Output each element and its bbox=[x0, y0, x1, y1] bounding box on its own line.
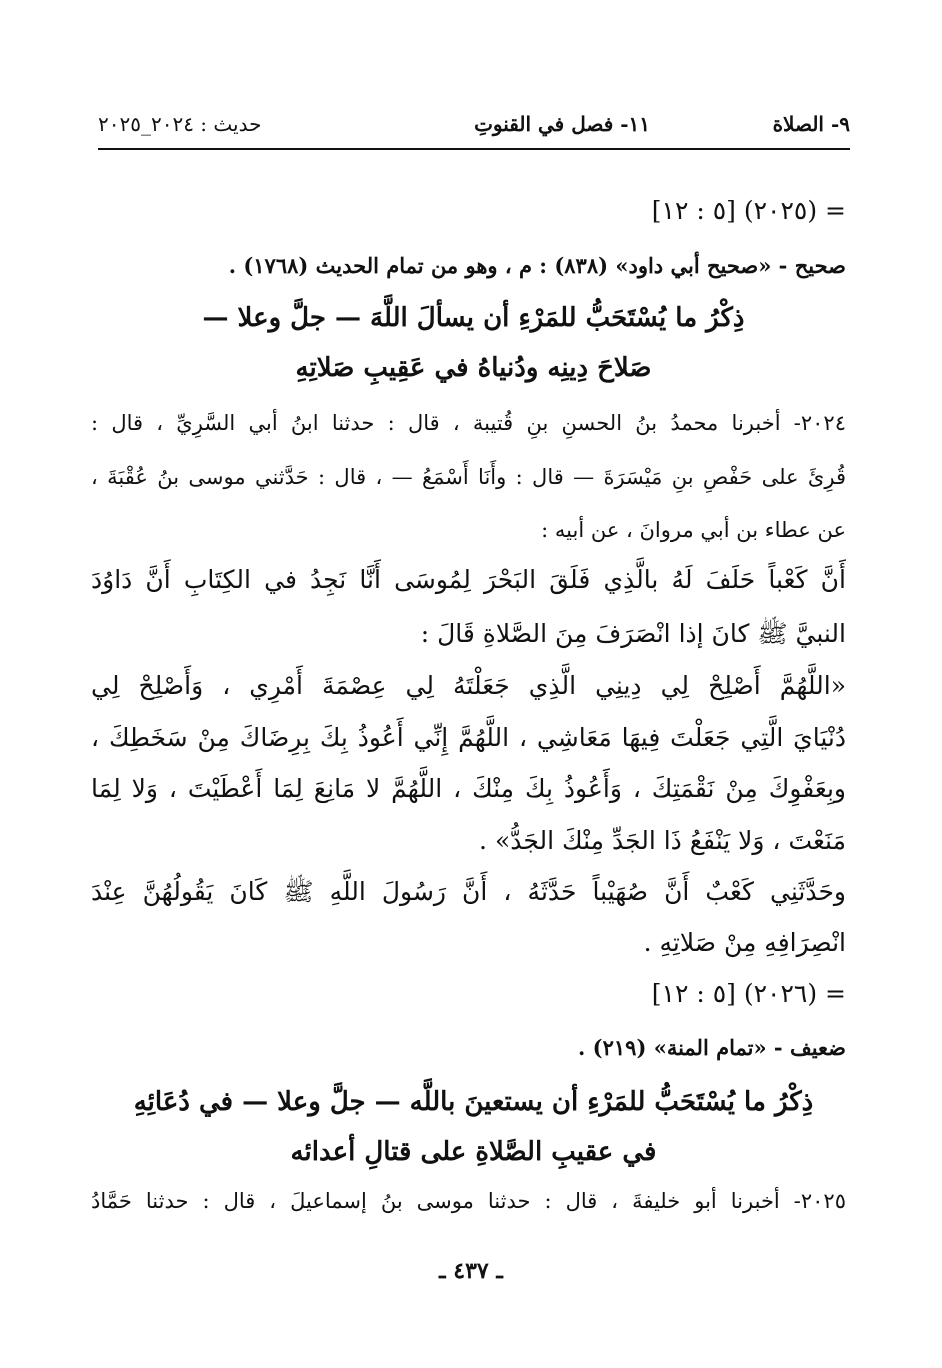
page-number: ـ ٤٣٧ ـ bbox=[439, 1258, 503, 1284]
header-section: ١١- فصل في القنوتِ bbox=[474, 112, 650, 136]
header-divider bbox=[98, 148, 850, 150]
text-line: مَنَعْتَ ، وَلا يَنْفَعُ ذَا الجَدِّ مِنْكَ الجَدُّ» . bbox=[479, 826, 846, 855]
header-chapter: ٩- الصلاة bbox=[772, 112, 850, 136]
text-line: وحَدَّثَنِي كَعْبٌ أَنَّ صُهَيْباً حَدَّثَهُ ، أَنَّ رَسُولَ اللَّهِ ﷺ كَانَ يَقُولُهُنَّ عِنْدَ bbox=[91, 877, 846, 906]
text-line: النبيَّ ﷺ كانَ إذا انْصَرَفَ مِنَ الصَّلاةِ قَالَ : bbox=[420, 619, 846, 648]
chapter-heading: في عقيبِ الصَّلاةِ على قتالِ أعدائه bbox=[290, 1137, 657, 1167]
chapter-heading: ذِكْرُ ما يُسْتَحَبُّ للمَرْءِ أن يستعينَ باللَّه — جلَّ وعلا — في دُعَائِهِ bbox=[133, 1087, 814, 1117]
text-line: ٢٠٢٥- أخبرنا أبو خليفةَ ، قال : حدثنا موسى بنُ إسماعيلَ ، قال : حدثنا حَمَّادُ bbox=[91, 1189, 846, 1213]
grading-line: ضعيف - «تمام المنة» (٢١٩) . bbox=[578, 1035, 846, 1060]
reference-line: = (٢٠٢٥) [٥ : ١٢] bbox=[651, 196, 846, 225]
text-line: قُرِئَ على حَفْصِ بنِ مَيْسَرَةَ — قال : وأَنَا أَسْمَعُ — ، قال : حَدَّثني موسى بنُ عُقْبَةَ ، bbox=[91, 465, 846, 489]
text-line: انْصِرَافِهِ مِنْ صَلاتِهِ . bbox=[643, 928, 846, 957]
reference-line: = (٢٠٢٦) [٥ : ١٢] bbox=[651, 979, 846, 1008]
text-line: دُنْيَايَ الَّتِي جَعَلْتَ فِيهَا مَعَاشِي ، اللَّهُمَّ إِنِّي أَعُوذُ بِكَ بِرِضَاكَ مِنْ سَخَطِكَ ، bbox=[91, 723, 846, 752]
grading-line: صحيح - «صحيح أبي داود» (٨٣٨) : م ، وهو من تمام الحديث (١٧٦٨) . bbox=[228, 253, 846, 278]
running-header bbox=[98, 112, 850, 142]
text-line: ٢٠٢٤- أخبرنا محمدُ بنُ الحسنِ بنِ قُتيبة ، قال : حدثنا ابنُ أبي السَّرِيِّ ، قال : bbox=[91, 411, 846, 435]
text-line: «اللَّهُمَّ أَصْلِحْ لِي دِينِي الَّذِي جَعَلْتَهُ لِي عِصْمَةَ أَمْرِي ، وَأَصْلِحْ لِي bbox=[91, 671, 846, 700]
chapter-heading: ذِكْرُ ما يُسْتَحَبُّ للمَرْءِ أن يسألَ اللَّهَ — جلَّ وعلا — bbox=[202, 303, 745, 333]
text-line: وبِعَفْوِكَ مِنْ نَقْمَتِكَ ، وَأَعُوذُ بِكَ مِنْكَ ، اللَّهُمَّ لا مَانِعَ لِمَا أَعْطَيْتَ ، وَلا لِمَا bbox=[91, 774, 846, 803]
header-hadith-range: حديث : ٢٠٢٤_٢٠٢٥ bbox=[98, 112, 262, 136]
text-line: عن عطاء بن أبي مروانَ ، عن أبيه : bbox=[541, 518, 846, 542]
text-line: أَنَّ كَعْباً حَلَفَ لَهُ بالَّذِي فَلَقَ البَحْرَ لِمُوسَى أَنَّا نَجِدُ في الكِتَابِ أَنَّ دَاوُدَ bbox=[91, 565, 846, 594]
chapter-heading: صَلاحَ دِينِه ودُنياهُ في عَقِيبِ صَلاتِهِ bbox=[295, 353, 652, 383]
